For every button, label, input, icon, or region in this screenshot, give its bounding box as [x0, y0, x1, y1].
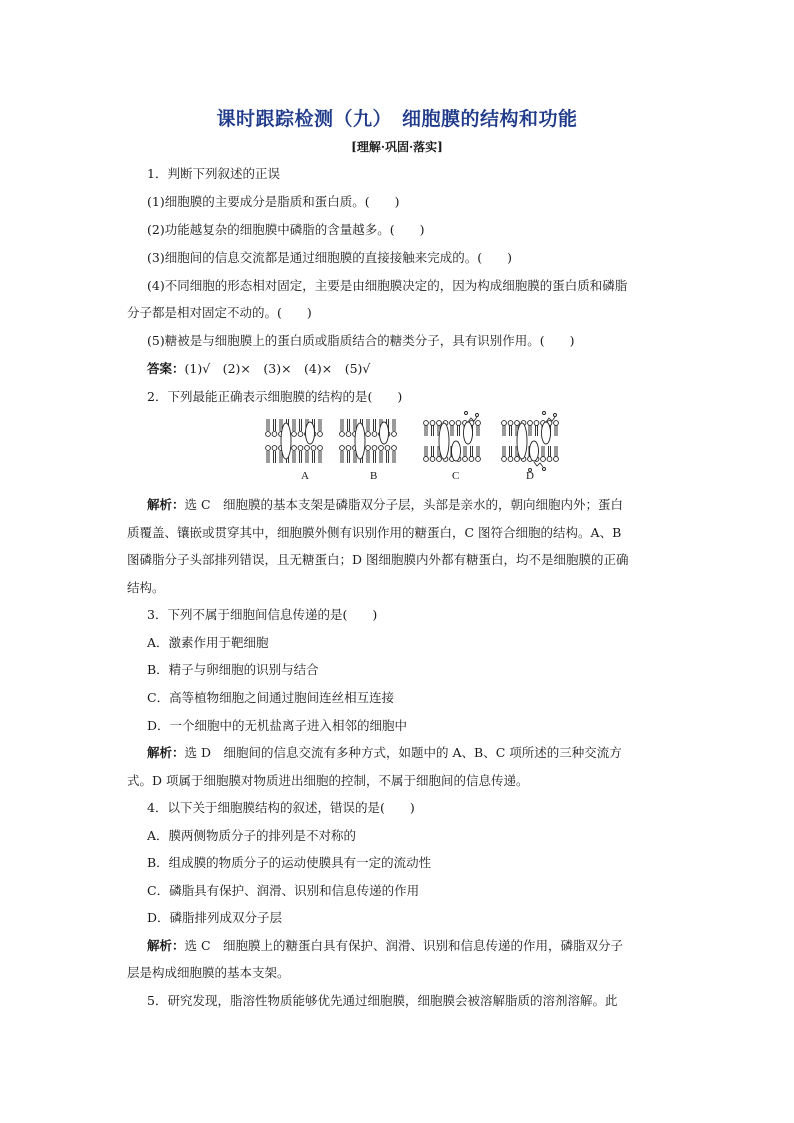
q4-option-d: D．磷脂排列成双分子层 — [147, 910, 283, 925]
q2-analysis-3: 图磷脂分子头部排列错误，且无糖蛋白；D 图细胞膜内外都有糖蛋白，均不是细胞膜的正确 — [127, 552, 629, 567]
figure-label-a: A — [301, 470, 309, 482]
analysis-text: 选 D 细胞间的信息交流有多种方式，如题中的 A、B、C 项所述的三种交流方 — [184, 745, 622, 760]
q3-option-a: A．激素作用于靶细胞 — [147, 635, 269, 650]
membrane-diagram-a — [266, 419, 323, 463]
q4-option-c: C．磷脂具有保护、润滑、识别和信息传递的作用 — [147, 883, 420, 898]
q2-analysis-2: 质覆盖、镶嵌或贯穿其中，细胞膜外侧有识别作用的糖蛋白，C 图符合细胞的结构。A、B — [127, 525, 622, 540]
q4-analysis-2: 层是构成细胞膜的基本支架。 — [127, 965, 290, 980]
q2-analysis-1 — [147, 497, 623, 513]
q3-stem: 3．下列不属于细胞间信息传递的是( ) — [147, 607, 378, 622]
q3-option-b: B．精子与卵细胞的识别与结合 — [147, 662, 319, 677]
q3-option-c: C．高等植物细胞之间通过胞间连丝相互连接 — [147, 690, 395, 705]
answer-text: (1)√ (2)× (3)× (4)× (5)√ — [184, 361, 371, 376]
q4-option-a: A．膜两侧物质分子的排列是不对称的 — [147, 828, 357, 843]
q1-item-4-cont: 分子都是相对固定不动的。( ) — [127, 305, 312, 320]
membrane-diagram-c — [424, 412, 481, 462]
q1-item-3: (3)细胞间的信息交流都是通过细胞膜的直接接触来完成的。( ) — [147, 250, 512, 265]
q4-stem: 4．以下关于细胞膜结构的叙述，错误的是( ) — [147, 800, 415, 815]
figure-label-c: C — [452, 470, 460, 482]
q1-stem: 1．判断下列叙述的正误 — [147, 166, 280, 181]
analysis-label: 解析： — [147, 497, 185, 512]
q4-option-b: B．组成膜的物质分子的运动使膜具有一定的流动性 — [147, 855, 432, 870]
membrane-diagram-d — [502, 412, 559, 472]
q5-stem: 5．研究发现，脂溶性物质能够优先通过细胞膜，细胞膜会被溶解脂质的溶剂溶解。此 — [147, 993, 618, 1008]
figure-label-d: D — [526, 470, 534, 482]
analysis-label: 解析： — [147, 938, 185, 953]
q3-analysis-2: 式。D 项属于细胞膜对物质进出细胞的控制，不属于细胞间的信息传递。 — [127, 773, 529, 788]
figure-label-b: B — [370, 470, 378, 482]
section-subtitle: [理解·巩固·落实] — [351, 140, 443, 154]
q1-item-5: (5)糖被是与细胞膜上的蛋白质或脂质结合的糖类分子，具有识别作用。( ) — [147, 333, 575, 348]
q3-option-d: D．一个细胞中的无机盐离子进入相邻的细胞中 — [147, 718, 408, 733]
page-title: 课时跟踪检测（九） 细胞膜的结构和功能 — [216, 108, 578, 130]
answer-label: 答案： — [147, 361, 185, 376]
q3-analysis-1 — [147, 745, 622, 761]
membrane-diagram-b — [340, 419, 397, 463]
q4-analysis-1 — [147, 938, 623, 954]
q1-answer — [147, 361, 370, 377]
analysis-label: 解析： — [147, 745, 185, 760]
q1-item-2: (2)功能越复杂的细胞膜中磷脂的含量越多。( ) — [147, 222, 425, 237]
q2-stem: 2．下列最能正确表示细胞膜的结构的是( ) — [147, 389, 403, 404]
q2-analysis-4: 结构。 — [127, 580, 165, 595]
analysis-text: 选 C 细胞膜的基本支架是磷脂双分子层，头部是亲水的，朝向细胞内外；蛋白 — [184, 497, 624, 512]
analysis-text: 选 C 细胞膜上的糖蛋白具有保护、润滑、识别和信息传递的作用，磷脂双分子 — [184, 938, 624, 953]
q1-item-1: (1)细胞膜的主要成分是脂质和蛋白质。( ) — [147, 194, 400, 209]
q1-item-4: (4)不同细胞的形态相对固定，主要是由细胞膜决定的，因为构成细胞膜的蛋白质和磷脂 — [147, 278, 628, 293]
